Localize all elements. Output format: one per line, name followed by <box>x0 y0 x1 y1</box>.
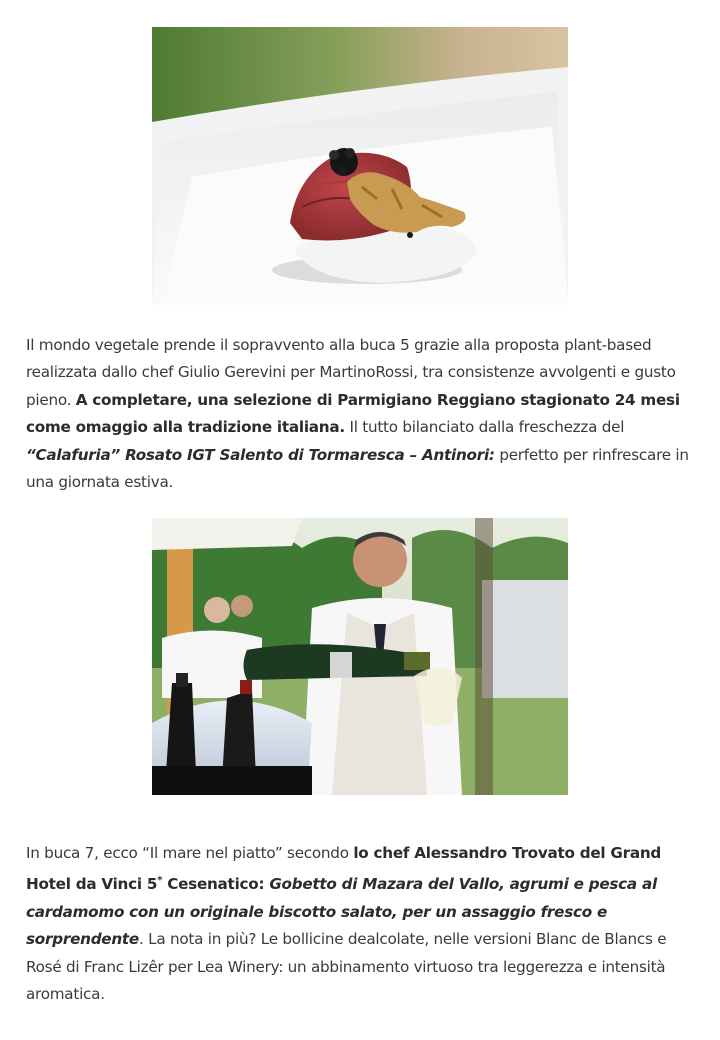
paragraph-text: In buca 7, ecco “Il mare nel piatto” secondo <box>26 844 354 862</box>
article-paragraph-buca-5 <box>26 332 706 496</box>
article-paragraph-buca-7 <box>26 840 706 1009</box>
chef-name: lo chef Alessandro Trovato del Grand Hotel da Vinci 5 <box>26 844 662 894</box>
paragraph-text: Il tutto bilanciato dalla freschezza del <box>344 418 625 437</box>
waiter-pouring-sparkling-wine-photo <box>152 518 568 795</box>
tartare-dish-photo <box>152 27 568 305</box>
paragraph-bold-text: A completare, una selezione di Parmigiano Reggiano stagionato 24 mesi come omaggio alla tradizione italiana. <box>26 390 680 437</box>
paragraph-text: . La nota in più? Le bollicine dealcolate, nelle versioni Blanc de Blancs e Rosé di Franc Lizêr per Lea Winery: un abbinamento virtuoso tra leggerezza e intensità aromatica. <box>26 930 667 1004</box>
wine-name: “Calafuria” Rosato IGT Salento di Tormaresca – Antinori: <box>26 445 495 464</box>
dish-description: Gobetto di Mazara del Vallo, agrumi e pesca al cardamomo con un originale biscotto salato, per un assaggio fresco e sorprendente <box>26 875 657 949</box>
tartare-dish-image <box>152 27 568 305</box>
waiter-pouring-wine-image <box>152 518 568 795</box>
star-superscript: * <box>157 875 163 887</box>
paragraph-text: perfetto per rinfrescare in una giornata estiva. <box>26 445 689 492</box>
paragraph-text: Il mondo vegetale prende il sopravvento alla buca 5 grazie alla proposta plant-based realizzata dallo chef Giulio Gerevini per MartinoRossi, tra consistenze avvolgenti e gusto pieno. <box>26 336 676 409</box>
hotel-location: Cesenatico: <box>162 875 265 894</box>
